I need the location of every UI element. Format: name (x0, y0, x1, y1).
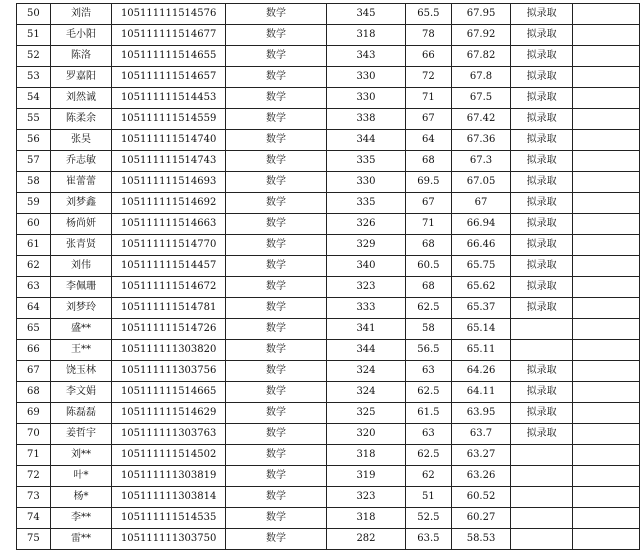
row-number-cell: 52 (17, 46, 51, 67)
subject-cell: 数学 (226, 529, 327, 550)
table-row (17, 88, 640, 109)
row-number-cell: 54 (17, 88, 51, 109)
remark-cell (572, 130, 639, 151)
exam-id-cell: 105111111514726 (112, 319, 226, 340)
remark-cell (572, 382, 639, 403)
row-number-cell: 53 (17, 67, 51, 88)
retest-score-cell: 78 (406, 25, 452, 46)
candidate-name-cell: 刘梦玲 (50, 298, 112, 319)
row-number-cell: 69 (17, 403, 51, 424)
table-row (17, 109, 640, 130)
admission-status-cell (511, 340, 573, 361)
subject-cell: 数学 (226, 466, 327, 487)
table-row (17, 25, 640, 46)
retest-score-cell: 68 (406, 277, 452, 298)
retest-score-cell: 62 (406, 466, 452, 487)
table-row (17, 67, 640, 88)
retest-score-cell: 51 (406, 487, 452, 508)
subject-cell: 数学 (226, 46, 327, 67)
remark-cell (572, 172, 639, 193)
initial-score-cell: 343 (326, 46, 405, 67)
admission-status-cell: 拟录取 (511, 88, 573, 109)
retest-score-cell: 64 (406, 130, 452, 151)
exam-id-cell: 105111111514770 (112, 235, 226, 256)
table-row (17, 382, 640, 403)
subject-cell: 数学 (226, 67, 327, 88)
admission-status-cell: 拟录取 (511, 67, 573, 88)
admission-table (16, 3, 640, 550)
initial-score-cell: 282 (326, 529, 405, 550)
candidate-name-cell: 叶* (50, 466, 112, 487)
admission-status-cell: 拟录取 (511, 403, 573, 424)
exam-id-cell: 105111111514781 (112, 298, 226, 319)
table-row (17, 4, 640, 25)
row-number-cell: 68 (17, 382, 51, 403)
retest-score-cell: 71 (406, 88, 452, 109)
exam-id-cell: 105111111514502 (112, 445, 226, 466)
subject-cell: 数学 (226, 424, 327, 445)
admission-status-cell: 拟录取 (511, 424, 573, 445)
exam-id-cell: 105111111514672 (112, 277, 226, 298)
row-number-cell: 66 (17, 340, 51, 361)
total-score-cell: 65.37 (451, 298, 511, 319)
subject-cell: 数学 (226, 319, 327, 340)
table-row (17, 466, 640, 487)
row-number-cell: 58 (17, 172, 51, 193)
total-score-cell: 63.7 (451, 424, 511, 445)
exam-id-cell: 105111111514692 (112, 193, 226, 214)
remark-cell (572, 319, 639, 340)
row-number-cell: 60 (17, 214, 51, 235)
retest-score-cell: 67 (406, 109, 452, 130)
total-score-cell: 67.05 (451, 172, 511, 193)
table-row (17, 256, 640, 277)
subject-cell: 数学 (226, 256, 327, 277)
total-score-cell: 67 (451, 193, 511, 214)
initial-score-cell: 341 (326, 319, 405, 340)
admission-status-cell (511, 487, 573, 508)
total-score-cell: 67.82 (451, 46, 511, 67)
retest-score-cell: 62.5 (406, 382, 452, 403)
row-number-cell: 67 (17, 361, 51, 382)
total-score-cell: 65.62 (451, 277, 511, 298)
exam-id-cell: 105111111514657 (112, 67, 226, 88)
retest-score-cell: 71 (406, 214, 452, 235)
remark-cell (572, 151, 639, 172)
total-score-cell: 60.52 (451, 487, 511, 508)
candidate-name-cell: 刘梦鑫 (50, 193, 112, 214)
subject-cell: 数学 (226, 25, 327, 46)
row-number-cell: 61 (17, 235, 51, 256)
total-score-cell: 67.42 (451, 109, 511, 130)
retest-score-cell: 63 (406, 424, 452, 445)
row-number-cell: 64 (17, 298, 51, 319)
row-number-cell: 50 (17, 4, 51, 25)
table-body (17, 4, 640, 550)
total-score-cell: 65.75 (451, 256, 511, 277)
total-score-cell: 58.53 (451, 529, 511, 550)
initial-score-cell: 318 (326, 445, 405, 466)
row-number-cell: 74 (17, 508, 51, 529)
remark-cell (572, 46, 639, 67)
table-row (17, 172, 640, 193)
initial-score-cell: 326 (326, 214, 405, 235)
table-row (17, 508, 640, 529)
admission-status-cell: 拟录取 (511, 172, 573, 193)
row-number-cell: 59 (17, 193, 51, 214)
admission-status-cell: 拟录取 (511, 235, 573, 256)
remark-cell (572, 361, 639, 382)
admission-status-cell: 拟录取 (511, 193, 573, 214)
total-score-cell: 67.36 (451, 130, 511, 151)
initial-score-cell: 320 (326, 424, 405, 445)
exam-id-cell: 105111111303763 (112, 424, 226, 445)
candidate-name-cell: 陈柔余 (50, 109, 112, 130)
initial-score-cell: 340 (326, 256, 405, 277)
initial-score-cell: 338 (326, 109, 405, 130)
initial-score-cell: 333 (326, 298, 405, 319)
candidate-name-cell: 杨尚妍 (50, 214, 112, 235)
subject-cell: 数学 (226, 109, 327, 130)
retest-score-cell: 72 (406, 67, 452, 88)
initial-score-cell: 324 (326, 382, 405, 403)
total-score-cell: 67.3 (451, 151, 511, 172)
admission-status-cell (511, 319, 573, 340)
subject-cell: 数学 (226, 340, 327, 361)
admission-status-cell: 拟录取 (511, 256, 573, 277)
admission-status-cell: 拟录取 (511, 4, 573, 25)
initial-score-cell: 330 (326, 172, 405, 193)
table-row (17, 487, 640, 508)
subject-cell: 数学 (226, 172, 327, 193)
table-row (17, 424, 640, 445)
total-score-cell: 67.5 (451, 88, 511, 109)
admission-status-cell (511, 445, 573, 466)
admission-status-cell: 拟录取 (511, 130, 573, 151)
remark-cell (572, 193, 639, 214)
row-number-cell: 63 (17, 277, 51, 298)
total-score-cell: 63.27 (451, 445, 511, 466)
exam-id-cell: 105111111514693 (112, 172, 226, 193)
remark-cell (572, 298, 639, 319)
table-row (17, 340, 640, 361)
subject-cell: 数学 (226, 277, 327, 298)
row-number-cell: 51 (17, 25, 51, 46)
candidate-name-cell: 陈磊磊 (50, 403, 112, 424)
remark-cell (572, 529, 639, 550)
remark-cell (572, 235, 639, 256)
admission-status-cell: 拟录取 (511, 277, 573, 298)
retest-score-cell: 68 (406, 235, 452, 256)
total-score-cell: 65.14 (451, 319, 511, 340)
table-row (17, 361, 640, 382)
retest-score-cell: 63.5 (406, 529, 452, 550)
admission-status-cell: 拟录取 (511, 109, 573, 130)
remark-cell (572, 277, 639, 298)
exam-id-cell: 105111111514535 (112, 508, 226, 529)
table-row (17, 151, 640, 172)
candidate-name-cell: 陈洛 (50, 46, 112, 67)
initial-score-cell: 329 (326, 235, 405, 256)
total-score-cell: 67.8 (451, 67, 511, 88)
total-score-cell: 64.26 (451, 361, 511, 382)
candidate-name-cell: 雷** (50, 529, 112, 550)
admission-status-cell: 拟录取 (511, 361, 573, 382)
candidate-name-cell: 李** (50, 508, 112, 529)
subject-cell: 数学 (226, 235, 327, 256)
total-score-cell: 66.94 (451, 214, 511, 235)
candidate-name-cell: 毛小阳 (50, 25, 112, 46)
retest-score-cell: 69.5 (406, 172, 452, 193)
exam-id-cell: 105111111303820 (112, 340, 226, 361)
remark-cell (572, 340, 639, 361)
remark-cell (572, 256, 639, 277)
remark-cell (572, 403, 639, 424)
exam-id-cell: 105111111514740 (112, 130, 226, 151)
initial-score-cell: 324 (326, 361, 405, 382)
remark-cell (572, 487, 639, 508)
admission-status-cell: 拟录取 (511, 298, 573, 319)
retest-score-cell: 67 (406, 193, 452, 214)
exam-id-cell: 105111111514629 (112, 403, 226, 424)
retest-score-cell: 62.5 (406, 445, 452, 466)
subject-cell: 数学 (226, 403, 327, 424)
table-row (17, 277, 640, 298)
table-row (17, 319, 640, 340)
initial-score-cell: 335 (326, 193, 405, 214)
initial-score-cell: 325 (326, 403, 405, 424)
candidate-name-cell: 张青贤 (50, 235, 112, 256)
row-number-cell: 65 (17, 319, 51, 340)
exam-id-cell: 105111111514743 (112, 151, 226, 172)
remark-cell (572, 424, 639, 445)
total-score-cell: 67.95 (451, 4, 511, 25)
initial-score-cell: 318 (326, 25, 405, 46)
table-row (17, 403, 640, 424)
retest-score-cell: 62.5 (406, 298, 452, 319)
total-score-cell: 65.11 (451, 340, 511, 361)
remark-cell (572, 508, 639, 529)
initial-score-cell: 318 (326, 508, 405, 529)
candidate-name-cell: 李佩珊 (50, 277, 112, 298)
table-row (17, 193, 640, 214)
candidate-name-cell: 刘** (50, 445, 112, 466)
exam-id-cell: 105111111514663 (112, 214, 226, 235)
candidate-name-cell: 姜哲宇 (50, 424, 112, 445)
initial-score-cell: 330 (326, 67, 405, 88)
row-number-cell: 70 (17, 424, 51, 445)
total-score-cell: 63.95 (451, 403, 511, 424)
exam-id-cell: 105111111514655 (112, 46, 226, 67)
initial-score-cell: 344 (326, 130, 405, 151)
retest-score-cell: 52.5 (406, 508, 452, 529)
admission-status-cell (511, 508, 573, 529)
subject-cell: 数学 (226, 298, 327, 319)
subject-cell: 数学 (226, 4, 327, 25)
row-number-cell: 73 (17, 487, 51, 508)
exam-id-cell: 105111111514559 (112, 109, 226, 130)
subject-cell: 数学 (226, 151, 327, 172)
remark-cell (572, 445, 639, 466)
subject-cell: 数学 (226, 508, 327, 529)
candidate-name-cell: 罗嘉阳 (50, 67, 112, 88)
retest-score-cell: 65.5 (406, 4, 452, 25)
table-row (17, 46, 640, 67)
candidate-name-cell: 崔蕾蕾 (50, 172, 112, 193)
admission-status-cell: 拟录取 (511, 25, 573, 46)
retest-score-cell: 66 (406, 46, 452, 67)
admission-status-cell (511, 466, 573, 487)
subject-cell: 数学 (226, 361, 327, 382)
initial-score-cell: 323 (326, 277, 405, 298)
row-number-cell: 62 (17, 256, 51, 277)
exam-id-cell: 105111111303814 (112, 487, 226, 508)
table-row (17, 529, 640, 550)
total-score-cell: 64.11 (451, 382, 511, 403)
admission-status-cell: 拟录取 (511, 214, 573, 235)
subject-cell: 数学 (226, 88, 327, 109)
total-score-cell: 67.92 (451, 25, 511, 46)
row-number-cell: 55 (17, 109, 51, 130)
subject-cell: 数学 (226, 214, 327, 235)
table-row (17, 298, 640, 319)
admission-status-cell (511, 529, 573, 550)
initial-score-cell: 344 (326, 340, 405, 361)
candidate-name-cell: 乔志敏 (50, 151, 112, 172)
candidate-name-cell: 李文娟 (50, 382, 112, 403)
total-score-cell: 60.27 (451, 508, 511, 529)
exam-id-cell: 105111111514665 (112, 382, 226, 403)
candidate-name-cell: 刘浩 (50, 4, 112, 25)
subject-cell: 数学 (226, 130, 327, 151)
remark-cell (572, 214, 639, 235)
exam-id-cell: 105111111514677 (112, 25, 226, 46)
admission-status-cell: 拟录取 (511, 151, 573, 172)
candidate-name-cell: 张昊 (50, 130, 112, 151)
initial-score-cell: 335 (326, 151, 405, 172)
candidate-name-cell: 刘然诚 (50, 88, 112, 109)
remark-cell (572, 67, 639, 88)
subject-cell: 数学 (226, 487, 327, 508)
remark-cell (572, 466, 639, 487)
total-score-cell: 66.46 (451, 235, 511, 256)
table-row (17, 214, 640, 235)
remark-cell (572, 4, 639, 25)
table-row (17, 445, 640, 466)
candidate-name-cell: 王** (50, 340, 112, 361)
retest-score-cell: 61.5 (406, 403, 452, 424)
retest-score-cell: 58 (406, 319, 452, 340)
subject-cell: 数学 (226, 193, 327, 214)
subject-cell: 数学 (226, 382, 327, 403)
exam-id-cell: 105111111303819 (112, 466, 226, 487)
table-row (17, 130, 640, 151)
row-number-cell: 57 (17, 151, 51, 172)
candidate-name-cell: 刘伟 (50, 256, 112, 277)
exam-id-cell: 105111111514453 (112, 88, 226, 109)
row-number-cell: 56 (17, 130, 51, 151)
initial-score-cell: 345 (326, 4, 405, 25)
row-number-cell: 75 (17, 529, 51, 550)
retest-score-cell: 68 (406, 151, 452, 172)
subject-cell: 数学 (226, 445, 327, 466)
remark-cell (572, 88, 639, 109)
candidate-name-cell: 饶玉林 (50, 361, 112, 382)
row-number-cell: 71 (17, 445, 51, 466)
exam-id-cell: 105111111303750 (112, 529, 226, 550)
exam-id-cell: 105111111303756 (112, 361, 226, 382)
initial-score-cell: 319 (326, 466, 405, 487)
exam-id-cell: 105111111514457 (112, 256, 226, 277)
exam-id-cell: 105111111514576 (112, 4, 226, 25)
total-score-cell: 63.26 (451, 466, 511, 487)
table-row (17, 235, 640, 256)
remark-cell (572, 109, 639, 130)
retest-score-cell: 60.5 (406, 256, 452, 277)
retest-score-cell: 56.5 (406, 340, 452, 361)
row-number-cell: 72 (17, 466, 51, 487)
initial-score-cell: 330 (326, 88, 405, 109)
candidate-name-cell: 盛** (50, 319, 112, 340)
admission-status-cell: 拟录取 (511, 382, 573, 403)
retest-score-cell: 63 (406, 361, 452, 382)
initial-score-cell: 323 (326, 487, 405, 508)
candidate-name-cell: 杨* (50, 487, 112, 508)
remark-cell (572, 25, 639, 46)
admission-status-cell: 拟录取 (511, 46, 573, 67)
